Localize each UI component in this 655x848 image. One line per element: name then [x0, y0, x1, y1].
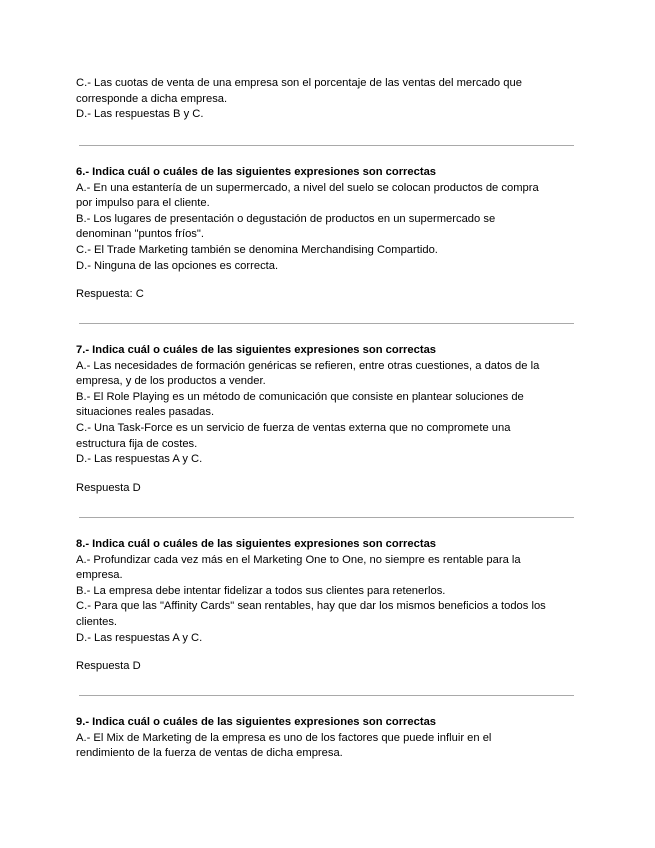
separator-line [79, 517, 574, 518]
answer-text: Respuesta D [76, 660, 141, 672]
option-c-line: C.- Las cuotas de venta de una empresa son el porcentaje de las ventas del mercado que [76, 77, 522, 89]
question-title: 6.- Indica cuál o cuáles de las siguientes expresiones son correctas [76, 166, 437, 178]
question-title: 7.- Indica cuál o cuáles de las siguientes expresiones son correctas [76, 344, 437, 356]
option-c-line: corresponde a dicha empresa. [76, 92, 228, 105]
option-line: empresa, y de los productos a vender. [76, 375, 266, 388]
option-line: D.- Las respuestas A y C. [76, 631, 203, 644]
option-line: por impulso para el cliente. [76, 197, 210, 210]
option-line: C.- El Trade Marketing también se denomina Merchandising Compartido. [76, 243, 438, 256]
question-6 [76, 165, 576, 274]
question-title: 8.- Indica cuál o cuáles de las siguientes expresiones son correctas [76, 538, 437, 550]
option-line: C.- Una Task-Force es un servicio de fuerza de ventas externa que no compromete una [76, 421, 511, 434]
option-d-line: D.- Las respuestas B y C. [76, 108, 204, 121]
option-line: B.- Los lugares de presentación o degustación de productos en un supermercado se [76, 212, 496, 225]
option-line: denominan "puntos fríos". [76, 228, 204, 241]
question-title: 9.- Indica cuál o cuáles de las siguientes expresiones son correctas [76, 716, 437, 728]
option-line: D.- Ninguna de las opciones es correcta. [76, 259, 279, 272]
option-line: B.- La empresa debe intentar fidelizar a todos sus clientes para retenerlos. [76, 584, 446, 597]
option-line: clientes. [76, 615, 118, 628]
option-line: A.- Profundizar cada vez más en el Marketing One to One, no siempre es rentable para la [76, 553, 521, 566]
separator-line [79, 323, 574, 324]
option-line: rendimiento de la fuerza de ventas de dicha empresa. [76, 747, 343, 760]
option-line: A.- El Mix de Marketing de la empresa es uno de los factores que puede influir en el [76, 731, 492, 744]
question-8 [76, 537, 576, 646]
option-line: D.- Las respuestas A y C. [76, 453, 203, 466]
separator-line [79, 145, 574, 146]
question-9 [76, 715, 576, 762]
separator-line [79, 695, 574, 696]
answer-text: Respuesta: C [76, 288, 144, 300]
option-line: B.- El Role Playing es un método de comunicación que consiste en plantear soluciones de [76, 390, 524, 403]
option-line: A.- Las necesidades de formación genéricas se refieren, entre otras cuestiones, a datos de la [76, 359, 540, 372]
option-line: C.- Para que las "Affinity Cards" sean rentables, hay que dar los mismos beneficios a todos los [76, 600, 546, 613]
option-line: situaciones reales pasadas. [76, 406, 215, 419]
answer-text: Respuesta D [76, 482, 141, 494]
option-line: estructura fija de costes. [76, 437, 198, 450]
option-line: empresa. [76, 569, 123, 582]
prev-question-options [76, 76, 576, 123]
option-line: A.- En una estantería de un supermercado, a nivel del suelo se colocan productos de compra [76, 181, 539, 194]
question-7 [76, 343, 576, 468]
